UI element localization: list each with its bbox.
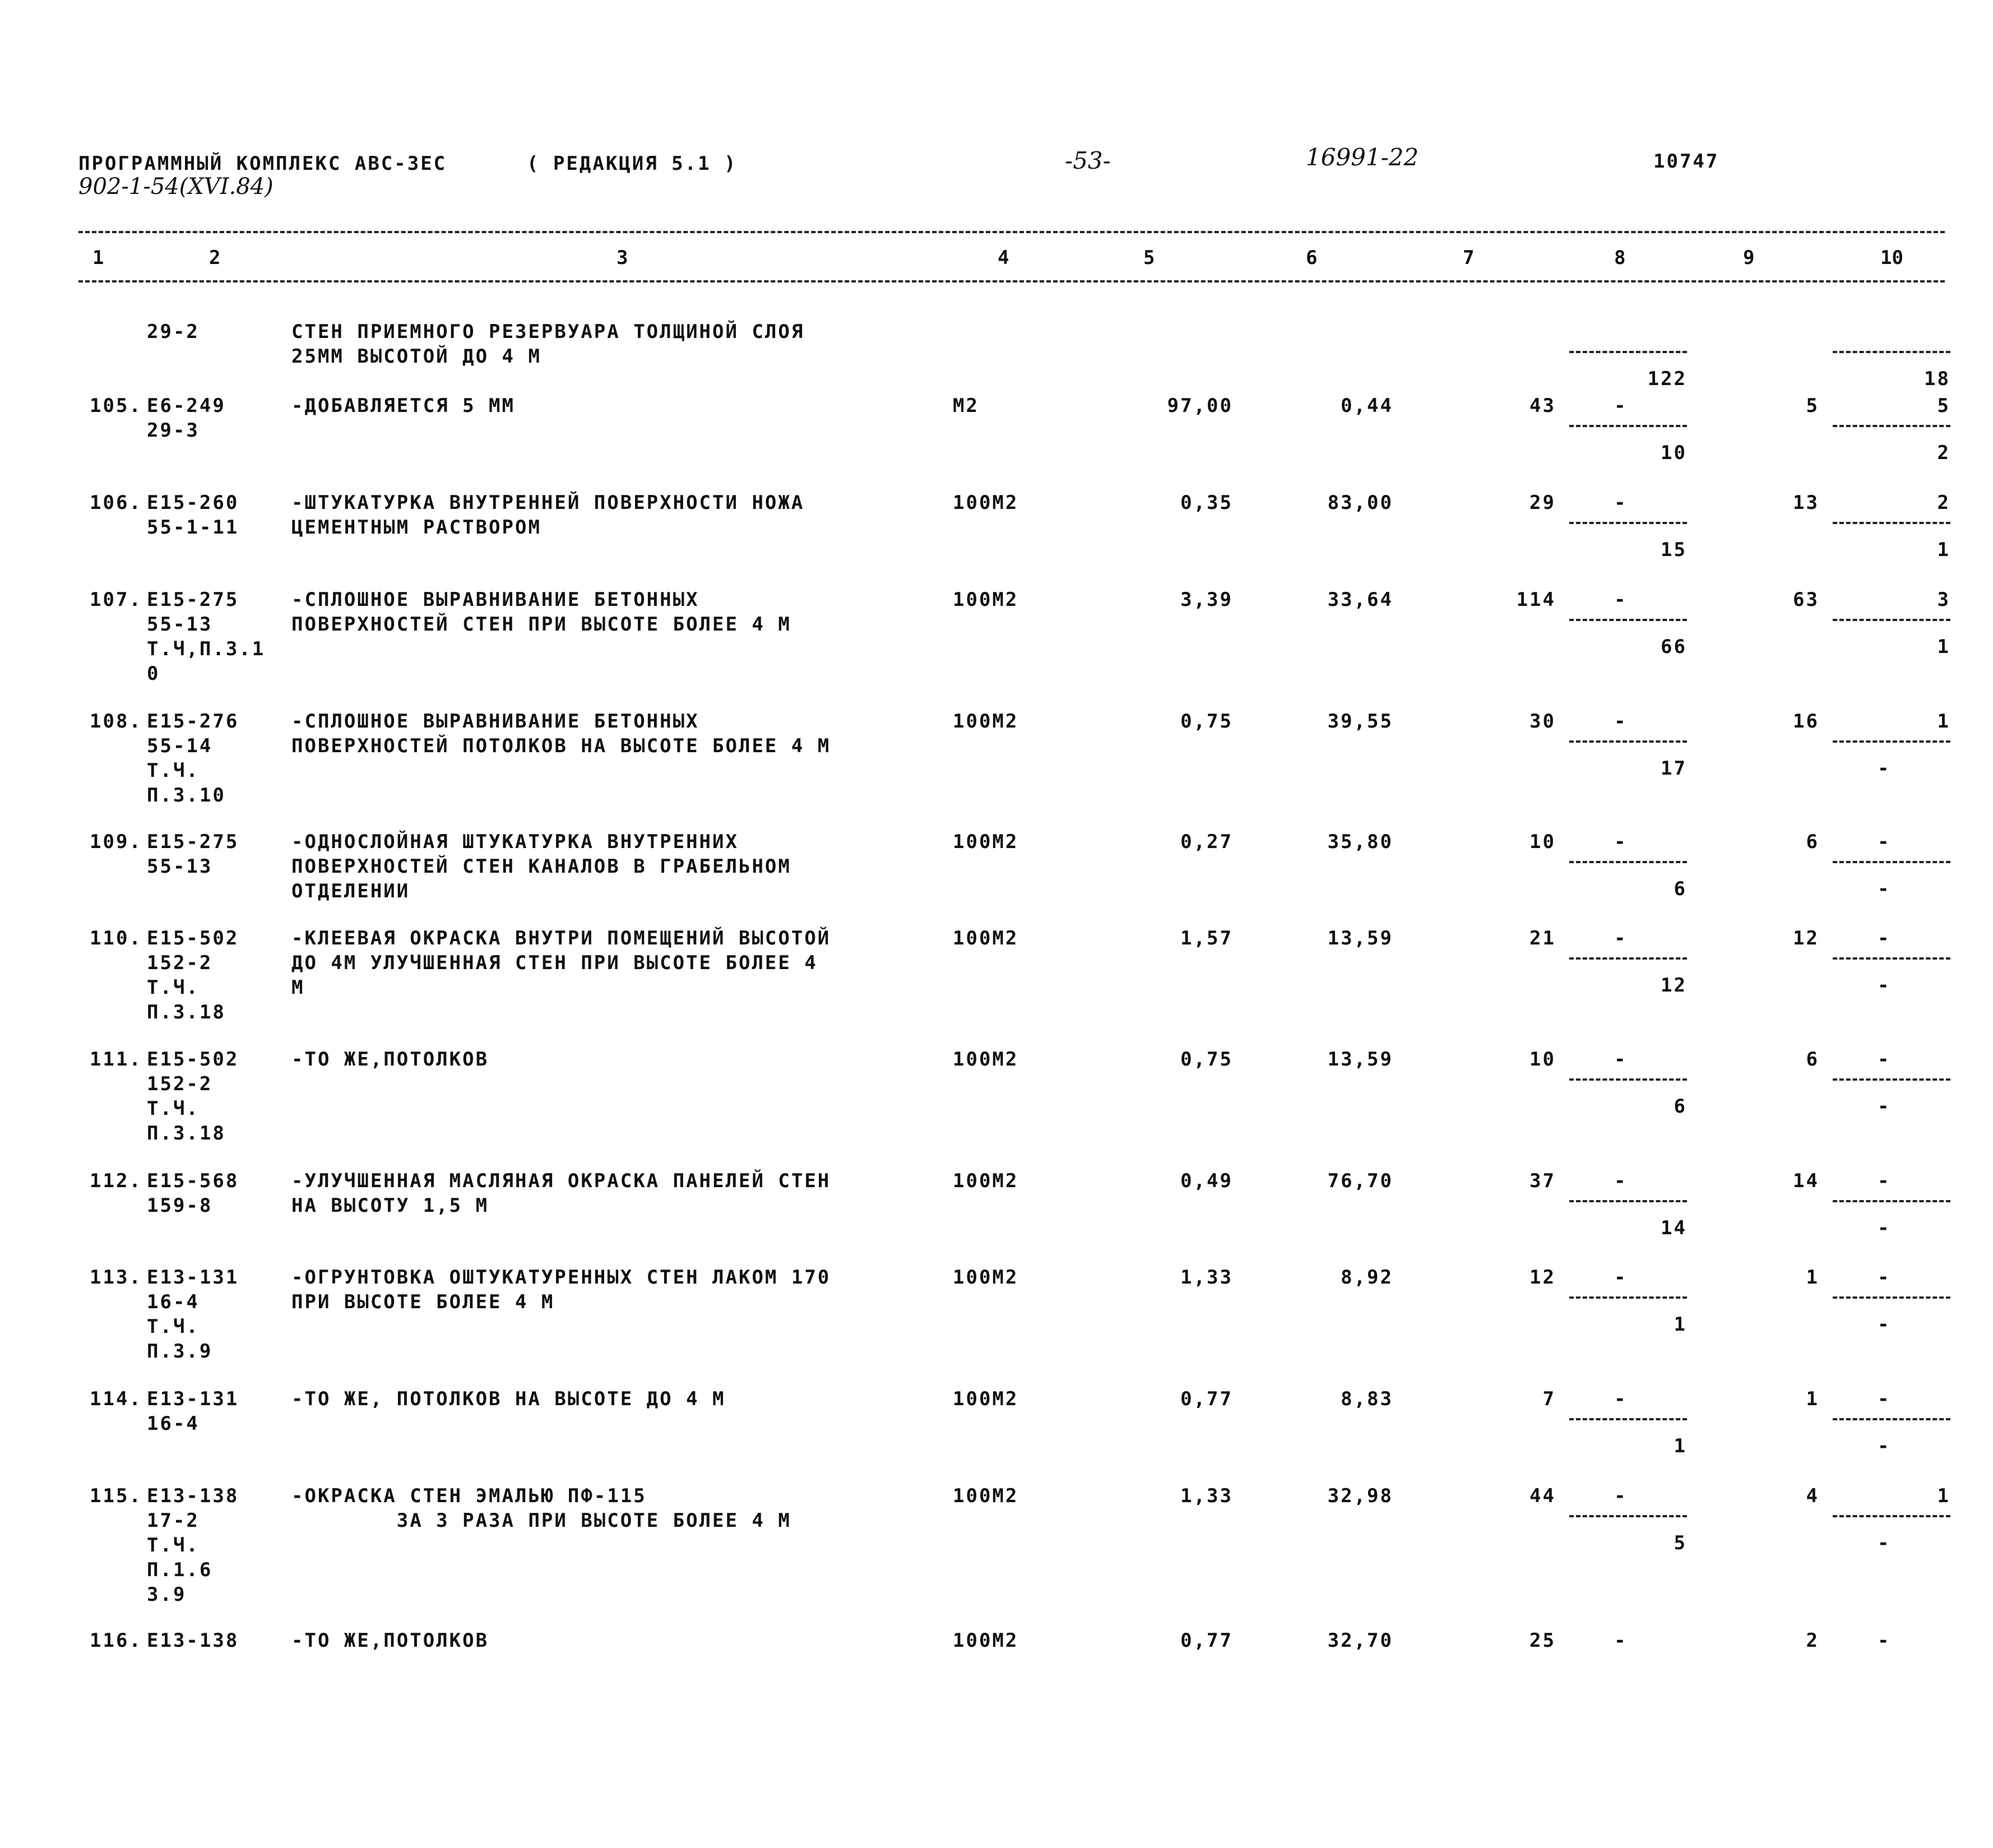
column-10-fraction <box>1833 319 1950 392</box>
row-number: 109. <box>90 831 142 853</box>
row-number: 113. <box>90 1266 142 1289</box>
column-7-value: 114 <box>1516 589 1556 611</box>
column-7-value: 25 <box>1529 1629 1556 1652</box>
norm-code: Е15-275 55-13 Т.Ч,П.3.1 0 <box>147 589 266 685</box>
column-8-fraction-top: - <box>1614 1048 1628 1071</box>
column-10-fraction-bottom: 2 <box>1937 442 1950 464</box>
column-7-value: 29 <box>1529 492 1556 514</box>
column-9-value: 1 <box>1806 1388 1819 1410</box>
column-8-fraction-bottom: 14 <box>1661 1217 1687 1239</box>
unit-price: 35,80 <box>1327 831 1393 853</box>
fraction-rule <box>1833 957 1950 960</box>
column-number: 5 <box>1143 247 1155 269</box>
fraction-rule <box>1569 1515 1687 1517</box>
column-8-fraction-top: - <box>1614 492 1628 514</box>
fraction-rule <box>1569 1296 1687 1299</box>
work-description: -ТО ЖЕ, ПОТОЛКОВ НА ВЫСОТЕ ДО 4 М <box>291 1388 726 1410</box>
fraction-rule <box>1569 861 1687 863</box>
table-header-rule <box>78 280 1945 282</box>
quantity: 1,33 <box>1180 1266 1233 1289</box>
unit-price: 0,44 <box>1341 395 1393 417</box>
column-10-fraction-bottom: - <box>1878 757 1891 780</box>
column-8-fraction-bottom: 66 <box>1661 636 1687 658</box>
fraction-rule <box>1833 861 1950 863</box>
column-10-fraction-top: - <box>1878 831 1891 853</box>
table-top-rule <box>78 231 1945 233</box>
column-10-fraction-top: 5 <box>1937 395 1950 417</box>
column-8-fraction <box>1569 319 1687 392</box>
column-number: 10 <box>1880 247 1903 269</box>
norm-code: Е15-275 55-13 <box>147 831 239 878</box>
unit-of-measure: 100М2 <box>953 927 1019 950</box>
column-number: 4 <box>998 247 1009 269</box>
column-10-fraction-top: - <box>1878 1170 1891 1192</box>
fraction-rule <box>1833 1515 1950 1517</box>
work-description: -КЛЕЕВАЯ ОКРАСКА ВНУТРИ ПОМЕЩЕНИЙ ВЫСОТОЙ ДО 4М УЛУЧШЕННАЯ СТЕН ПРИ ВЫСОТЕ БОЛЕЕ 4 М <box>291 927 831 999</box>
column-7-value: 10 <box>1529 1048 1556 1071</box>
row-number: 114. <box>90 1388 142 1410</box>
row-number-code <box>90 1169 142 1193</box>
norm-code: Е6-249 29-3 <box>147 395 226 442</box>
column-10-fraction <box>1833 490 1950 563</box>
column-10-fraction-top: - <box>1878 1266 1891 1289</box>
unit-price: 8,92 <box>1341 1266 1393 1289</box>
fraction-rule <box>1833 1200 1950 1202</box>
unit-of-measure: 100М2 <box>953 1485 1019 1507</box>
column-9-value: 6 <box>1806 831 1819 853</box>
work-description: -ТО ЖЕ,ПОТОЛКОВ <box>291 1048 489 1071</box>
column-10-fraction <box>1833 1047 1950 1120</box>
column-8-fraction-bottom: 6 <box>1674 1095 1687 1118</box>
column-10-fraction <box>1833 1628 1950 1701</box>
column-8-fraction-bottom: 5 <box>1674 1532 1687 1554</box>
fraction-rule <box>1833 740 1950 743</box>
column-8-fraction-bottom: 6 <box>1674 878 1687 900</box>
column-8-fraction <box>1569 926 1687 999</box>
fraction-rule <box>1569 1078 1687 1081</box>
column-8-fraction-top: - <box>1614 710 1628 733</box>
column-10-fraction <box>1833 1484 1950 1557</box>
column-10-fraction-bottom: - <box>1878 974 1891 997</box>
column-8-fraction-bottom: 17 <box>1661 757 1687 780</box>
column-10-fraction-top: 1 <box>1937 710 1950 733</box>
column-10-fraction-bottom: - <box>1878 1435 1891 1457</box>
column-8-fraction-top: - <box>1614 1485 1628 1507</box>
column-8-fraction-bottom: 122 <box>1647 368 1687 390</box>
column-7-value: 21 <box>1529 927 1556 950</box>
fraction-rule <box>1569 1418 1687 1420</box>
unit-price: 83,00 <box>1327 492 1393 514</box>
row-number: 111. <box>90 1048 142 1071</box>
work-description: -ОДНОСЛОЙНАЯ ШТУКАТУРКА ВНУТРЕННИХ ПОВЕРХНОСТЕЙ СТЕН КАНАЛОВ В ГРАБЕЛЬНОМ ОТДЕЛЕНИИ <box>291 831 791 902</box>
column-8-fraction-top: - <box>1614 589 1628 611</box>
fraction-rule <box>1833 1418 1950 1420</box>
unit-of-measure: 100М2 <box>953 1388 1019 1410</box>
column-10-fraction <box>1833 926 1950 999</box>
norm-code: Е13-131 16-4 <box>147 1388 239 1435</box>
quantity: 0,77 <box>1180 1629 1233 1652</box>
column-number: 1 <box>92 247 104 269</box>
fraction-rule <box>1833 619 1950 621</box>
fraction-rule <box>1833 522 1950 524</box>
column-9-value: 14 <box>1793 1170 1819 1192</box>
column-8-fraction <box>1569 1169 1687 1242</box>
row-number-code <box>90 1265 142 1290</box>
column-9-value: 13 <box>1793 492 1819 514</box>
row-number: 105. <box>90 395 142 417</box>
column-number: 3 <box>617 247 628 269</box>
page-number: -53- <box>1065 147 1111 174</box>
column-10-fraction-top: - <box>1878 1048 1891 1071</box>
quantity: 0,35 <box>1180 492 1233 514</box>
column-8-fraction-top: - <box>1614 1170 1628 1192</box>
quantity: 1,33 <box>1180 1485 1233 1507</box>
row-number-code <box>90 1628 142 1653</box>
row-number: 112. <box>90 1170 142 1192</box>
column-10-fraction <box>1833 587 1950 660</box>
column-8-fraction-top: - <box>1614 395 1628 417</box>
unit-of-measure: 100М2 <box>953 1629 1019 1652</box>
quantity: 0,75 <box>1180 710 1233 733</box>
column-10-fraction-bottom: - <box>1878 1532 1891 1554</box>
norm-code: Е13-138 17-2 Т.Ч. П.1.6 3.9 <box>147 1485 239 1606</box>
quantity: 0,77 <box>1180 1388 1233 1410</box>
work-description: -ШТУКАТУРКА ВНУТРЕННЕЙ ПОВЕРХНОСТИ НОЖА ЦЕМЕНТНЫМ РАСТВОРОМ <box>291 492 805 539</box>
unit-price: 32,98 <box>1327 1485 1393 1507</box>
row-number-code <box>90 1047 142 1072</box>
norm-code: Е15-276 55-14 Т.Ч. П.3.10 <box>147 710 239 807</box>
fraction-rule <box>1833 425 1950 427</box>
column-7-value: 10 <box>1529 831 1556 853</box>
work-description: -СПЛОШНОЕ ВЫРАВНИВАНИЕ БЕТОННЫХ ПОВЕРХНОСТЕЙ СТЕН ПРИ ВЫСОТЕ БОЛЕЕ 4 М <box>291 589 791 636</box>
column-10-fraction <box>1833 830 1950 902</box>
program-title: ПРОГРАММНЫЙ КОМПЛЕКС АВС-3ЕС <box>78 152 447 175</box>
column-10-fraction <box>1833 393 1950 466</box>
column-8-fraction <box>1569 1265 1687 1338</box>
norm-code: Е13-138 <box>147 1629 239 1652</box>
column-10-fraction-bottom: - <box>1878 1313 1891 1336</box>
unit-price: 76,70 <box>1327 1170 1393 1192</box>
quantity: 1,57 <box>1180 927 1233 950</box>
column-10-fraction <box>1833 1169 1950 1242</box>
norm-code: Е15-568 159-8 <box>147 1170 239 1217</box>
fraction-rule <box>1569 425 1687 427</box>
column-8-fraction-top: - <box>1614 831 1628 853</box>
fraction-rule <box>1569 740 1687 743</box>
row-number-code <box>90 393 142 418</box>
row-number-code <box>90 1387 142 1411</box>
column-10-fraction-bottom: - <box>1878 878 1891 900</box>
column-7-value: 43 <box>1529 395 1556 417</box>
norm-code: 29-2 <box>147 321 200 343</box>
column-9-value: 2 <box>1806 1629 1819 1652</box>
column-8-fraction-bottom: 10 <box>1661 442 1687 464</box>
work-description: -УЛУЧШЕННАЯ МАСЛЯНАЯ ОКРАСКА ПАНЕЛЕЙ СТЕН НА ВЫСОТУ 1,5 М <box>291 1170 831 1217</box>
fraction-rule <box>1833 351 1950 353</box>
column-8-fraction-bottom: 12 <box>1661 974 1687 997</box>
column-number: 8 <box>1614 247 1626 269</box>
column-10-fraction-bottom: - <box>1878 1095 1891 1118</box>
fraction-rule <box>1569 619 1687 621</box>
unit-of-measure: 100М2 <box>953 589 1019 611</box>
unit-price: 33,64 <box>1327 589 1393 611</box>
quantity: 97,00 <box>1167 395 1233 417</box>
column-7-value: 12 <box>1529 1266 1556 1289</box>
fraction-rule <box>1569 351 1687 353</box>
norm-code: Е13-131 16-4 Т.Ч. П.3.9 <box>147 1266 239 1363</box>
quantity: 0,49 <box>1180 1170 1233 1192</box>
column-10-fraction <box>1833 1387 1950 1460</box>
column-8-fraction <box>1569 1047 1687 1120</box>
unit-of-measure: 100М2 <box>953 492 1019 514</box>
work-description: -СПЛОШНОЕ ВЫРАВНИВАНИЕ БЕТОННЫХ ПОВЕРХНОСТЕЙ ПОТОЛКОВ НА ВЫСОТЕ БОЛЕЕ 4 М <box>291 710 831 757</box>
column-number: 7 <box>1463 247 1475 269</box>
row-number: 115. <box>90 1485 142 1507</box>
column-number: 2 <box>209 247 221 269</box>
column-9-value: 1 <box>1806 1266 1819 1289</box>
column-9-value: 12 <box>1793 927 1819 950</box>
column-10-fraction-bottom: 1 <box>1937 636 1950 658</box>
fraction-rule <box>1569 522 1687 524</box>
work-description: СТЕН ПРИЕМНОГО РЕЗЕРВУАРА ТОЛЩИНОЙ СЛОЯ 25ММ ВЫСОТОЙ ДО 4 М <box>291 321 805 368</box>
column-7-value: 37 <box>1529 1170 1556 1192</box>
fraction-rule <box>1833 1296 1950 1299</box>
column-number: 6 <box>1306 247 1318 269</box>
column-10-fraction-top: 1 <box>1937 1485 1950 1507</box>
column-9-value: 6 <box>1806 1048 1819 1071</box>
column-9-value: 5 <box>1806 395 1819 417</box>
column-8-fraction <box>1569 393 1687 466</box>
column-8-fraction-top: - <box>1614 1629 1628 1652</box>
column-7-value: 44 <box>1529 1485 1556 1507</box>
row-number-code <box>90 709 142 734</box>
column-10-fraction-top: 2 <box>1937 492 1950 514</box>
column-10-fraction-top: - <box>1878 1629 1891 1652</box>
row-number-code <box>90 587 142 612</box>
row-number: 107. <box>90 589 142 611</box>
column-10-fraction-top: - <box>1878 1388 1891 1410</box>
unit-of-measure: 100М2 <box>953 1170 1019 1192</box>
unit-of-measure: 100М2 <box>953 1048 1019 1071</box>
column-8-fraction-top: - <box>1614 1266 1628 1289</box>
column-number: 9 <box>1743 247 1755 269</box>
row-number-code <box>90 926 142 951</box>
quantity: 3,39 <box>1180 589 1233 611</box>
unit-price: 8,83 <box>1341 1388 1393 1410</box>
column-10-fraction-bottom: 18 <box>1924 368 1950 390</box>
column-8-fraction <box>1569 1628 1687 1701</box>
fraction-rule <box>1569 957 1687 960</box>
norm-code: Е15-502 152-2 Т.Ч. П.3.18 <box>147 1048 239 1145</box>
column-9-value: 16 <box>1793 710 1819 733</box>
unit-of-measure: 100М2 <box>953 710 1019 733</box>
row-number: 106. <box>90 492 142 514</box>
column-8-fraction <box>1569 1387 1687 1460</box>
column-8-fraction-top: - <box>1614 1388 1628 1410</box>
quantity: 0,27 <box>1180 831 1233 853</box>
column-7-value: 7 <box>1542 1388 1556 1410</box>
work-description: -ОГРУНТОВКА ОШТУКАТУРЕННЫХ СТЕН ЛАКОМ 170 ПРИ ВЫСОТЕ БОЛЕЕ 4 М <box>291 1266 831 1313</box>
row-number-code <box>90 490 142 515</box>
column-8-fraction-bottom: 1 <box>1674 1313 1687 1336</box>
column-8-fraction <box>1569 490 1687 563</box>
work-description: -ТО ЖЕ,ПОТОЛКОВ <box>291 1629 489 1652</box>
column-8-fraction-top: - <box>1614 927 1628 950</box>
column-9-value: 4 <box>1806 1485 1819 1507</box>
column-8-fraction-bottom: 1 <box>1674 1435 1687 1457</box>
work-description: -ОКРАСКА СТЕН ЭМАЛЬЮ ПФ-115 ЗА 3 РАЗА ПРИ ВЫСОТЕ БОЛЕЕ 4 М <box>291 1485 791 1532</box>
work-description: -ДОБАВЛЯЕТСЯ 5 ММ <box>291 395 515 417</box>
unit-price: 13,59 <box>1327 927 1393 950</box>
edition-label: ( РЕДАКЦИЯ 5.1 ) <box>527 152 738 175</box>
fraction-rule <box>1569 1200 1687 1202</box>
row-number-code <box>90 1484 142 1508</box>
unit-of-measure: 100М2 <box>953 1266 1019 1289</box>
column-10-fraction-bottom: 1 <box>1937 539 1950 561</box>
fraction-rule <box>1833 1078 1950 1081</box>
column-8-fraction <box>1569 830 1687 902</box>
column-10-fraction <box>1833 709 1950 782</box>
column-9-value: 63 <box>1793 589 1819 611</box>
column-10-fraction-top: - <box>1878 927 1891 950</box>
column-10-fraction-top: 3 <box>1937 589 1950 611</box>
column-8-fraction-bottom: 15 <box>1661 539 1687 561</box>
column-8-fraction <box>1569 709 1687 782</box>
column-10-fraction <box>1833 1265 1950 1338</box>
unit-price: 32,70 <box>1327 1629 1393 1652</box>
norm-code: Е15-260 55-1-11 <box>147 492 239 539</box>
quantity: 0,75 <box>1180 1048 1233 1071</box>
project-number: 902-1-54(XVI.84) <box>78 174 274 200</box>
unit-of-measure: 100М2 <box>953 831 1019 853</box>
row-number: 116. <box>90 1629 142 1652</box>
unit-price: 13,59 <box>1327 1048 1393 1071</box>
column-10-fraction-bottom: - <box>1878 1217 1891 1239</box>
row-number-code <box>90 830 142 854</box>
column-8-fraction <box>1569 1484 1687 1557</box>
unit-of-measure: М2 <box>953 395 979 417</box>
document-code: 10747 <box>1653 150 1719 173</box>
column-7-value: 30 <box>1529 710 1556 733</box>
unit-price: 39,55 <box>1327 710 1393 733</box>
row-number: 110. <box>90 927 142 950</box>
row-number: 108. <box>90 710 142 733</box>
norm-code: Е15-502 152-2 Т.Ч. П.3.18 <box>147 927 239 1023</box>
document-number: 16991-22 <box>1306 143 1419 171</box>
column-8-fraction <box>1569 587 1687 660</box>
